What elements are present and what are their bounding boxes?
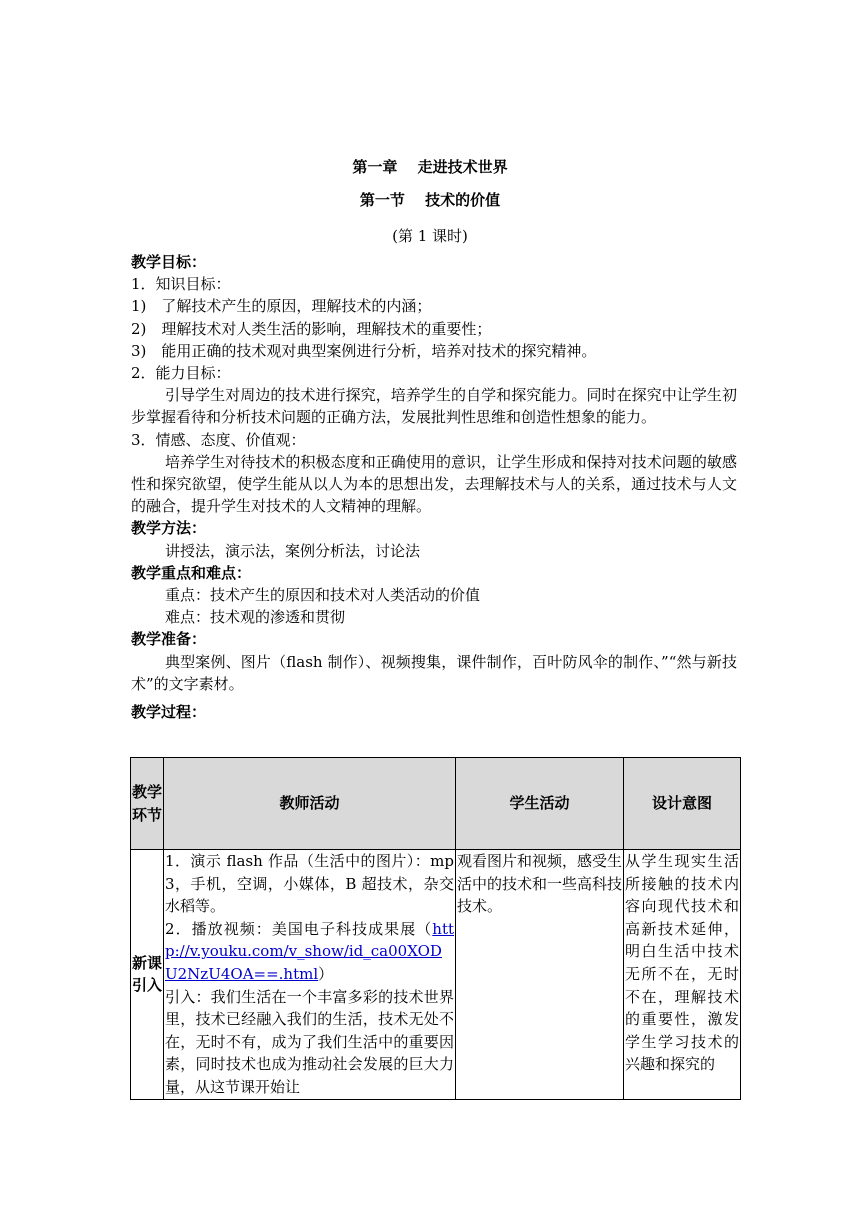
teaching-process-table bbox=[130, 757, 741, 1100]
knowledge-item: 1) 了解技术产生的原因，理解技术的内涵； bbox=[131, 297, 432, 316]
knowledge-item: 3) 能用正确的技术观对典型案例进行分析，培养对技术的探究精神。 bbox=[131, 341, 597, 360]
key-points-heading: 教学重点和难点： bbox=[131, 563, 252, 582]
lesson-plan-body bbox=[131, 251, 737, 723]
teacher-activity-2-text: 2．播放视频：美国电子科技成果展（ bbox=[165, 919, 433, 938]
objectives-heading: 教学目标： bbox=[131, 253, 207, 271]
methods-heading: 教学方法： bbox=[131, 519, 207, 538]
ability-heading: 2．能力目标： bbox=[131, 364, 231, 383]
column-header-design: 设计意图 bbox=[624, 758, 741, 850]
teacher-activity-2-end: ） bbox=[318, 964, 334, 983]
teacher-activity-2 bbox=[165, 918, 454, 986]
video-link[interactable]: http://v.youku.com/v_show/id_ca00XODU2NzU4OA==.html bbox=[165, 919, 454, 983]
table-header-row bbox=[131, 758, 741, 850]
emotion-text: 培养学生对待技术的积极态度和正确使用的意识，让学生形成和保持对技术问题的敏感性和探究欲望，使学生能从以人为本的思想出发，去理解技术与人的关系，通过技术与人文的融合，提升学生对技术的人文精神的理解。 bbox=[131, 452, 737, 516]
teacher-activity-3: 引入：我们生活在一个丰富多彩的技术世界里，技术已经融入我们的生活，技术无处不在，无时不有，成为了我们生活中的重要因素，同时技术也成为推动社会发展的巨大力量，从这节课开始让 bbox=[165, 987, 454, 1096]
key-point-difficulty: 难点：技术观的渗透和贯彻 bbox=[165, 608, 346, 627]
process-heading: 教学过程： bbox=[131, 703, 207, 722]
chapter-title: 第一章 走进技术世界 bbox=[352, 158, 508, 176]
column-header-teacher: 教师活动 bbox=[164, 758, 456, 850]
column-header-stage: 教学环节 bbox=[131, 758, 164, 850]
preparation-heading: 教学准备： bbox=[131, 630, 207, 649]
key-point-focus: 重点：技术产生的原因和技术对人类活动的价值 bbox=[165, 586, 481, 605]
table-row bbox=[131, 850, 741, 1100]
ability-text: 引导学生对周边的技术进行探究，培养学生的自学和探究能力。同时在探究中让学生初步掌握看待和分析技术问题的正确方法，发展批判性思维和创造性想象的能力。 bbox=[131, 386, 737, 427]
lesson-label: (第 1 课时) bbox=[392, 227, 468, 245]
knowledge-item: 2) 理解技术对人类生活的影响，理解技术的重要性； bbox=[131, 319, 492, 338]
design-intent-cell: 从学生现实生活所接触的技术内容向现代技术和高新技术延伸，明白生活中技术无所不在，无时不在，理解技术的重要性，激发学生学习技术的兴趣和探究的 bbox=[624, 850, 741, 1100]
section-title: 第一节 技术的价值 bbox=[359, 191, 501, 209]
student-activity-cell: 观看图片和视频，感受生活中的技术和一些高科技技术。 bbox=[456, 850, 624, 1100]
teacher-activity-cell bbox=[164, 850, 456, 1100]
teacher-activity-1: 1．演示 flash 作品（生活中的图片）：mp3，手机，空调，小媒体，B 超技术，杂交水稻等。 bbox=[165, 852, 454, 916]
emotion-heading: 3．情感、态度、价值观： bbox=[131, 430, 306, 449]
preparation-text: 典型案例、图片（flash 制作）、视频搜集，课件制作，百叶防风伞的制作、”“然与新技术”的文字素材。 bbox=[131, 652, 737, 693]
methods-text: 讲授法，演示法，案例分析法，讨论法 bbox=[165, 541, 421, 560]
stage-cell: 新课引入 bbox=[131, 850, 164, 1100]
knowledge-heading: 1．知识目标： bbox=[131, 275, 231, 294]
column-header-student: 学生活动 bbox=[456, 758, 624, 850]
